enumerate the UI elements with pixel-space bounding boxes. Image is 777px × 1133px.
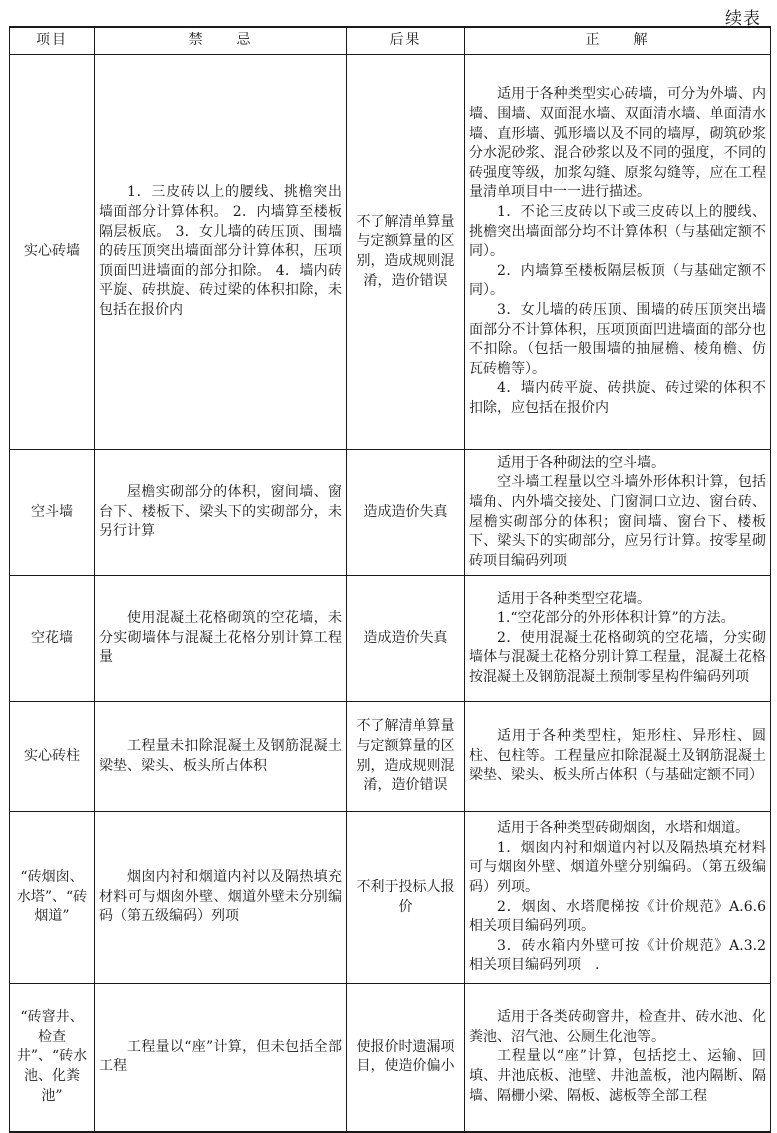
- header-forbidden: 禁 忌: [95, 27, 347, 55]
- row-forbidden: 1．三皮砖以上的腰线、挑檐突出墙面部分计算体积。 2．内墙算至楼板隔层板底。 3．女儿墙的砖压顶、围墙的砖压顶突出墙面部分计算体积，压项顶面凹进墙面的部分扣除。 4．墙内砖平旋、砖拱旋、砖过梁的体积扣除，未包括在报价内: [95, 55, 347, 450]
- table-header-row: [10, 27, 771, 55]
- correct-paragraph: 适用于各种砌法的空斗墙。: [497, 454, 665, 471]
- row-forbidden: 工程量未扣除混凝土及钢筋混凝土梁垫、梁头、板头所占体积: [95, 702, 347, 812]
- row-item: 空斗墙: [10, 450, 95, 576]
- correct-paragraph: 2．内墙算至楼板隔层板顶（与基础定额不同）。: [469, 262, 766, 299]
- row-forbidden: 使用混凝土花格砌筑的空花墙，未分实砌墙体与混凝土花格分别计算工程量: [95, 576, 347, 702]
- row-forbidden: 工程量以“座”计算，但未包括全部工程: [95, 984, 347, 1132]
- row-correct: [465, 812, 771, 984]
- table-row: [10, 450, 771, 576]
- row-consequence: 使报价时遗漏项目，使造价偏小: [347, 984, 465, 1132]
- correct-paragraph: 1．不论三皮砖以下或三皮砖以上的腰线、挑檐突出墙面部分均不计算体积（与基础定额不同）。: [469, 204, 766, 260]
- row-item: “砖烟囱、水塔”、“砖烟道”: [10, 812, 95, 984]
- row-correct: [465, 450, 771, 576]
- correct-paragraph: 2．烟囱、水塔爬梯按《计价规范》A.6.6相关项目编码列项。: [469, 898, 766, 935]
- row-consequence: 造成造价失真: [347, 576, 465, 702]
- header-consequence: 后果: [347, 27, 465, 55]
- row-correct: [465, 702, 771, 812]
- row-item: 实心砖柱: [10, 702, 95, 812]
- row-forbidden: 烟囱内衬和烟道内衬以及隔热填充材料可与烟囱外壁、烟道外壁未分别编码（第五级编码）列项: [95, 812, 347, 984]
- forbidden-correct-table: [9, 26, 771, 1133]
- correct-paragraph: 3．砖水箱内外壁可按《计价规范》A.3.2相关项目编码列项 .: [469, 937, 766, 974]
- table-row: [10, 55, 771, 450]
- row-consequence: 不了解清单算量与定额算量的区别，造成规则混淆，造价错误: [347, 55, 465, 450]
- header-correct: 正 解: [465, 27, 771, 55]
- correct-paragraph: 1．烟囱内衬和烟道内衬以及隔热填充材料可与烟囱外壁、烟道外壁分别编码。（第五级编码）列项。: [469, 839, 766, 895]
- table-row: [10, 984, 771, 1132]
- row-consequence: 不了解清单算量与定额算量的区别，造成规则混淆，造价错误: [347, 702, 465, 812]
- continued-label: 续表: [725, 9, 761, 29]
- row-correct: [465, 55, 771, 450]
- row-item: 空花墙: [10, 576, 95, 702]
- header-item: 项目: [10, 27, 95, 55]
- correct-paragraph: 1.“空花部分的外形体积计算”的方法。: [497, 610, 735, 627]
- row-item: “砖窨井、检查井”、“砖水池、化粪池”: [10, 984, 95, 1132]
- correct-paragraph: 适用于各种类型柱，矩形柱、异形柱、圆柱、包柱等。工程量应扣除混凝土及钢筋混凝土梁垫、梁头、板头所占体积（与基础定额不同）: [469, 728, 766, 784]
- row-forbidden: 屋檐实砌部分的体积，窗间墙、窗台下、楼板下、梁头下的实砌部分，未另行计算: [95, 450, 347, 576]
- row-correct: [465, 984, 771, 1132]
- correct-paragraph: 适用于各种类型实心砖墙，可分为外墙、内墙、围墙、双面混水墙、双面清水墙、单面清水墙、直形墙、弧形墙以及不同的墙厚，砌筑砂浆分水泥砂浆、混合砂浆以及不同的强度，不同的砖强度等级，加浆勾缝、原浆勾缝等，应在工程量清单项目中一一进行描述。: [469, 86, 766, 201]
- table-row: [10, 576, 771, 702]
- correct-paragraph: 空斗墙工程量以空斗墙外形体积计算，包括墙角、内外墙交接处、门窗洞口立边、窗台砖、屋檐实砌部分的体积；窗间墙、窗台下、楼板下、梁头下的实砌部分，应另行计算。按零星砌砖项目编码列项: [469, 474, 766, 569]
- table-row: [10, 702, 771, 812]
- row-item: 实心砖墙: [10, 55, 95, 450]
- correct-paragraph: 2．使用混凝土花格砌筑的空花墙，分实砌墙体与混凝土花格分别计算工程量，混凝土花格按混凝土及钢筋混凝土预制零星构件编码列项: [469, 629, 766, 685]
- correct-paragraph: 3．女儿墙的砖压顶、围墙的砖压顶突出墙面部分不计算体积，压项顶面凹进墙面的部分也不扣除。（包括一般围墙的抽屉檐、棱角檐、仿瓦砖檐等）。: [469, 301, 766, 377]
- correct-paragraph: 4．墙内砖平旋、砖拱旋、砖过梁的体积不扣除，应包括在报价内: [469, 380, 766, 416]
- correct-paragraph: 适用于各种类型空花墙。: [497, 590, 651, 607]
- correct-paragraph: 适用于各类砖砌窨井，检查井、砖水池、化粪池、沼气池、公厕生化池等。: [469, 1009, 766, 1045]
- row-consequence: 不利于投标人报价: [347, 812, 465, 984]
- correct-paragraph: 适用于各种类型砖砌烟囱，水塔和烟道。: [497, 820, 749, 837]
- correct-paragraph: 工程量以“座”计算，包括挖土、运输、回填、井池底板、池壁、井池盖板，池内隔断、隔墙、隔栅小梁、隔板、滤板等全部工程: [469, 1048, 766, 1104]
- table-row: [10, 812, 771, 984]
- row-correct: [465, 576, 771, 702]
- row-consequence: 造成造价失真: [347, 450, 465, 576]
